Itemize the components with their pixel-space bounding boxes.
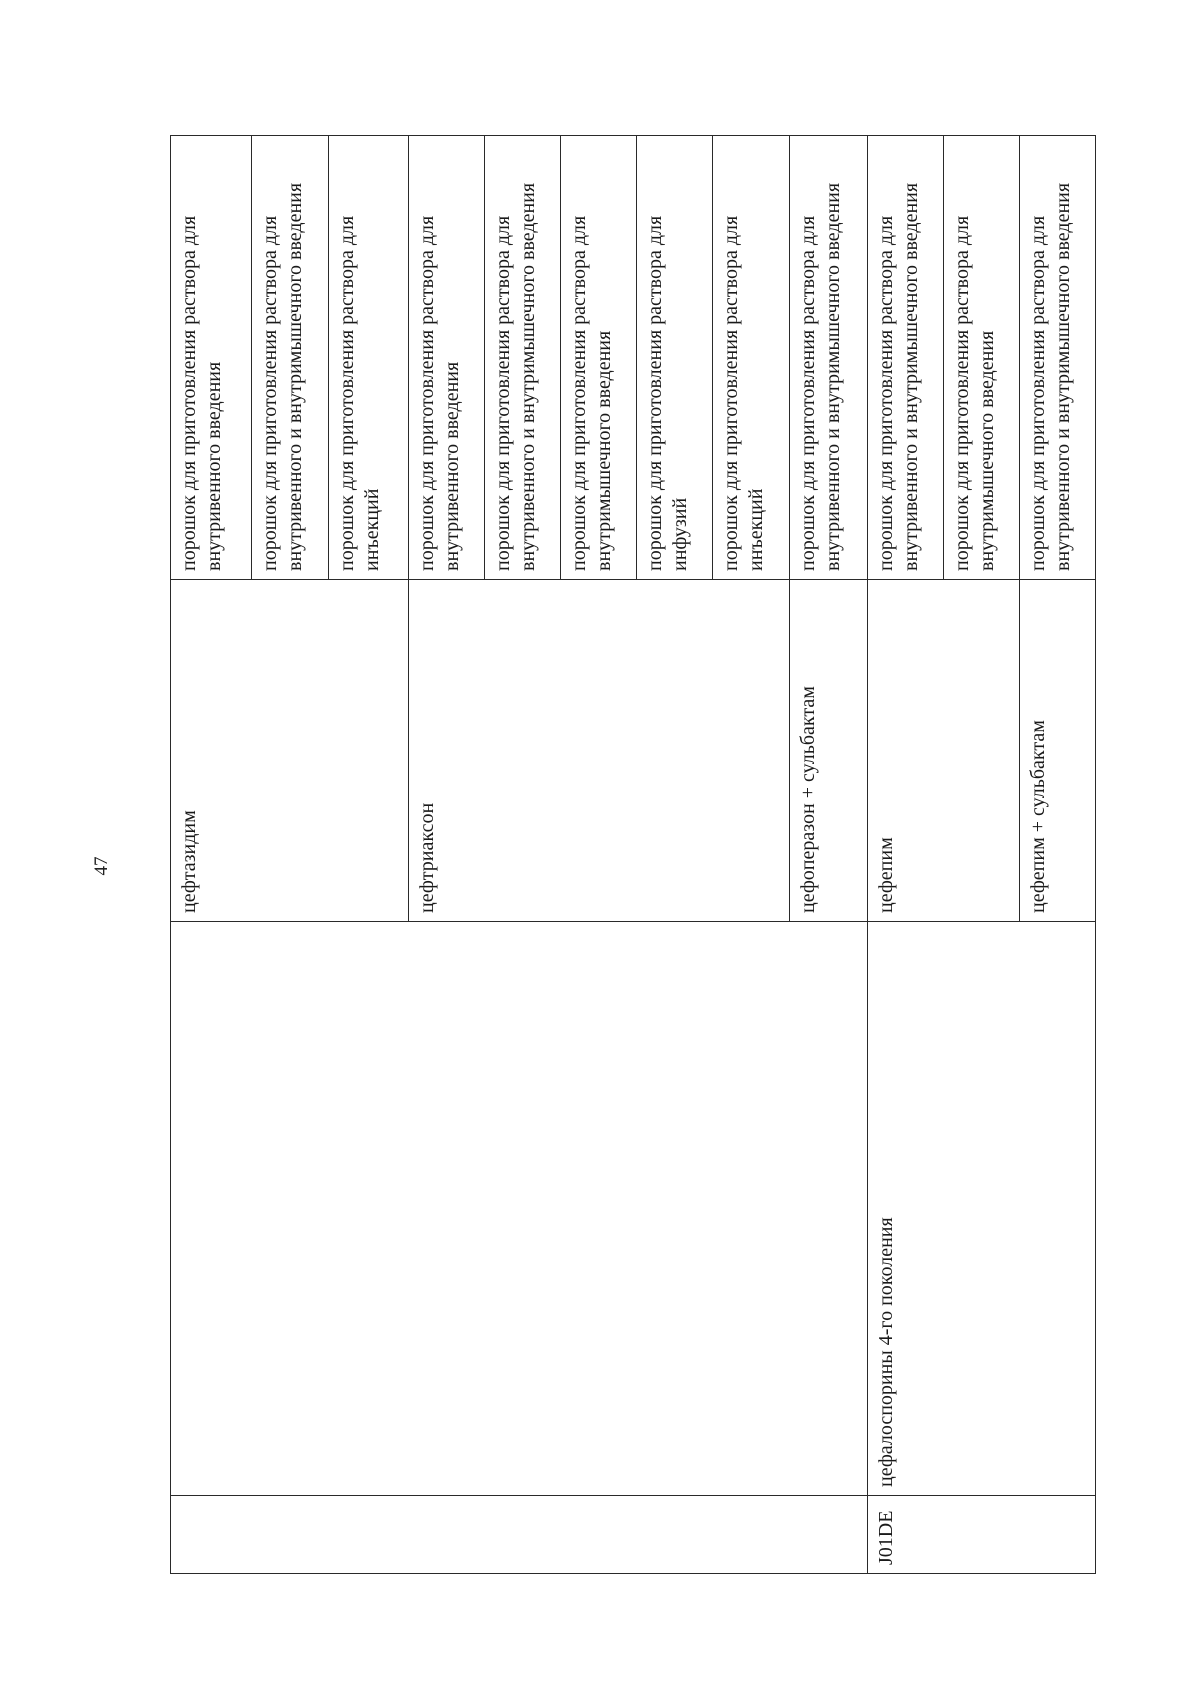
- dosage-form-cell: порошок для приготовления раствора для инфузий: [636, 136, 712, 580]
- group-cell: [171, 922, 868, 1496]
- drug-table: [170, 135, 1096, 1574]
- group-cell: цефалоспорины 4-го поколения: [867, 922, 1095, 1496]
- dosage-form-cell: порошок для приготовления раствора для внутривенного и внутримышечного введения: [484, 136, 560, 580]
- dosage-form-cell: порошок для приготовления раствора для внутримышечного введения: [943, 136, 1019, 580]
- drug-name-cell: цефепим: [867, 580, 1019, 922]
- dosage-form-cell: порошок для приготовления раствора для внутривенного и внутримышечного введения: [867, 136, 943, 580]
- drug-name-cell: цефепим + сульбактам: [1019, 580, 1095, 922]
- atc-code-cell: [171, 1496, 868, 1574]
- dosage-form-cell: порошок для приготовления раствора для инъекций: [329, 136, 408, 580]
- dosage-form-cell: порошок для приготовления раствора для внутривенного введения: [171, 136, 252, 580]
- page-number: 47: [91, 856, 112, 876]
- dosage-form-cell: порошок для приготовления раствора для инъекций: [712, 136, 789, 580]
- dosage-form-cell: порошок для приготовления раствора для внутримышечного введения: [560, 136, 636, 580]
- dosage-form-cell: порошок для приготовления раствора для внутривенного и внутримышечного введения: [252, 136, 329, 580]
- table-row: [867, 136, 943, 1574]
- dosage-form-cell: порошок для приготовления раствора для внутривенного и внутримышечного введения: [789, 136, 867, 580]
- drug-name-cell: цефоперазон + сульбактам: [789, 580, 867, 922]
- drug-table-frame: [170, 136, 1096, 1574]
- table-row: [171, 136, 252, 1574]
- atc-code-cell: J01DE: [867, 1496, 1095, 1574]
- dosage-form-cell: порошок для приготовления раствора для внутривенного и внутримышечного введения: [1019, 136, 1095, 580]
- dosage-form-cell: порошок для приготовления раствора для внутривенного введения: [408, 136, 484, 580]
- drug-name-cell: цефтриаксон: [408, 580, 789, 922]
- drug-name-cell: цефтазидим: [171, 580, 409, 922]
